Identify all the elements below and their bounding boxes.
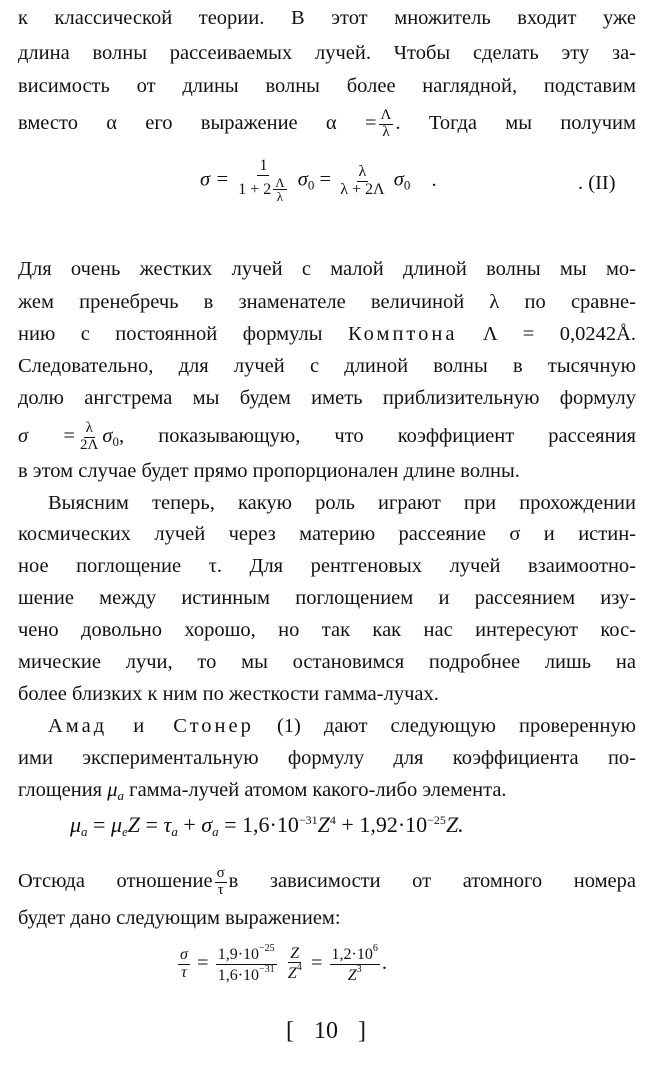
- authors-names: Амад и Стонер: [48, 715, 254, 737]
- formula-ii: σ = 1 1 + 2 $\frac{\Lambda}{\lambda}$ $\sigma_0$ = $\frac{\lambda}{\lambda + 2\Lambda}$ $\sigma_0$ .: [200, 157, 437, 205]
- line4-text-before: вместо α его выражение α =: [18, 112, 377, 134]
- paragraph3-line7: более близких к ним по жесткости гамма-лучах.: [18, 683, 439, 705]
- equation-number: . (II): [578, 172, 616, 194]
- paragraph2-line5: долю ангстрема мы будем иметь приблизительную формулу: [18, 387, 636, 409]
- approx-fraction: $\frac{\lambda}{2\Lambda}$: [80, 420, 99, 453]
- paragraph4-line3: глощения $\mu_a$ гамма-лучей атомом какого-либо элемента.: [18, 779, 507, 803]
- paragraph1-line3: висимость от длины волны более наглядной, подставим: [18, 75, 636, 97]
- paragraph2-line6: σ = $\frac{\lambda}{2\Lambda}$ $\sigma_0$, показывающую, что коэффициент рассеяния: [18, 420, 636, 453]
- paragraph1-line2: длина волны рассеиваемых лучей. Чтобы сделать эту за-: [18, 42, 636, 64]
- paragraph4-line2: ими экспериментальную формулу для коэффициента по-: [18, 747, 636, 769]
- paragraph3-line2: космических лучей через материю рассеяние σ и истин-: [18, 523, 636, 545]
- paragraph3-line5: чено довольно хорошо, но так как нас интересуют кос-: [18, 619, 636, 641]
- page-number: [ 10 ]: [286, 1018, 366, 1044]
- lambda-ratio-fraction: $\frac{\Lambda}{\lambda}$: [380, 107, 392, 140]
- paragraph1-line4: [18, 107, 636, 139]
- paragraph2-line3: нию с постоянной формулы Комптона Λ = 0,0242Å.: [18, 323, 637, 345]
- formula-ii-fraction-1: 1 1 + 2 $\frac{\Lambda}{\lambda}$: [238, 157, 285, 205]
- paragraph2-line4: Следовательно, для лучей с длиной волны в тысячную: [18, 355, 636, 377]
- paragraph2-line2: жем пренебречь в знаменателе величиной λ по сравне-: [18, 291, 636, 313]
- paragraph5-line2: будет дано следующим выражением:: [18, 907, 341, 929]
- paragraph2-line7: в этом случае будет прямо пропорционален длине волны.: [18, 460, 520, 482]
- paragraph3-line6: мические лучи, то мы остановимся подробнее лишь на: [18, 651, 636, 673]
- paragraph2-line1: Для очень жестких лучей с малой длиной волны мы мо-: [18, 258, 636, 280]
- compton-name: Комптона: [347, 323, 458, 345]
- ratio-formula: $\frac{\sigma}{\tau}$ = $\frac{1,9\cdot 10^{-25}}{1,6\cdot 10^{-31}}$ $\frac{Z}{Z^4}$ = $\frac{1,2\cdot 10^6}{Z^3}$ .: [180, 943, 387, 984]
- paragraph3-line4: шение между истинным поглощением и рассеянием изу-: [18, 587, 636, 609]
- formula-ii-fraction-2: $\frac{\lambda}{\lambda + 2\Lambda}$: [340, 162, 385, 198]
- paragraph4-line1: Амад и Стонер (1) дают следующую проверенную: [48, 715, 636, 737]
- sigma-tau-fraction: $\frac{\sigma}{\tau}$: [216, 865, 225, 898]
- paragraph3-line1: Выясним теперь, какую роль играют при прохождении: [48, 492, 636, 514]
- paragraph5-line1: Отсюда отношение $\frac{\sigma}{\tau}$ в зависимости от атомного номера: [18, 865, 636, 898]
- line4-text-after: . Тогда мы получим: [395, 112, 636, 134]
- absorption-formula: $\mu_a = \mu_eZ = \tau_a + \sigma_a = 1,6\cdot 10^{-31}Z^4 + 1,92\cdot 10^{-25}Z$.: [70, 812, 464, 839]
- paragraph1-line1: к классической теории. В этот множитель входит уже: [18, 7, 636, 29]
- paragraph3-line3: ное поглощение τ. Для рентгеновых лучей взаимоотно-: [18, 555, 636, 577]
